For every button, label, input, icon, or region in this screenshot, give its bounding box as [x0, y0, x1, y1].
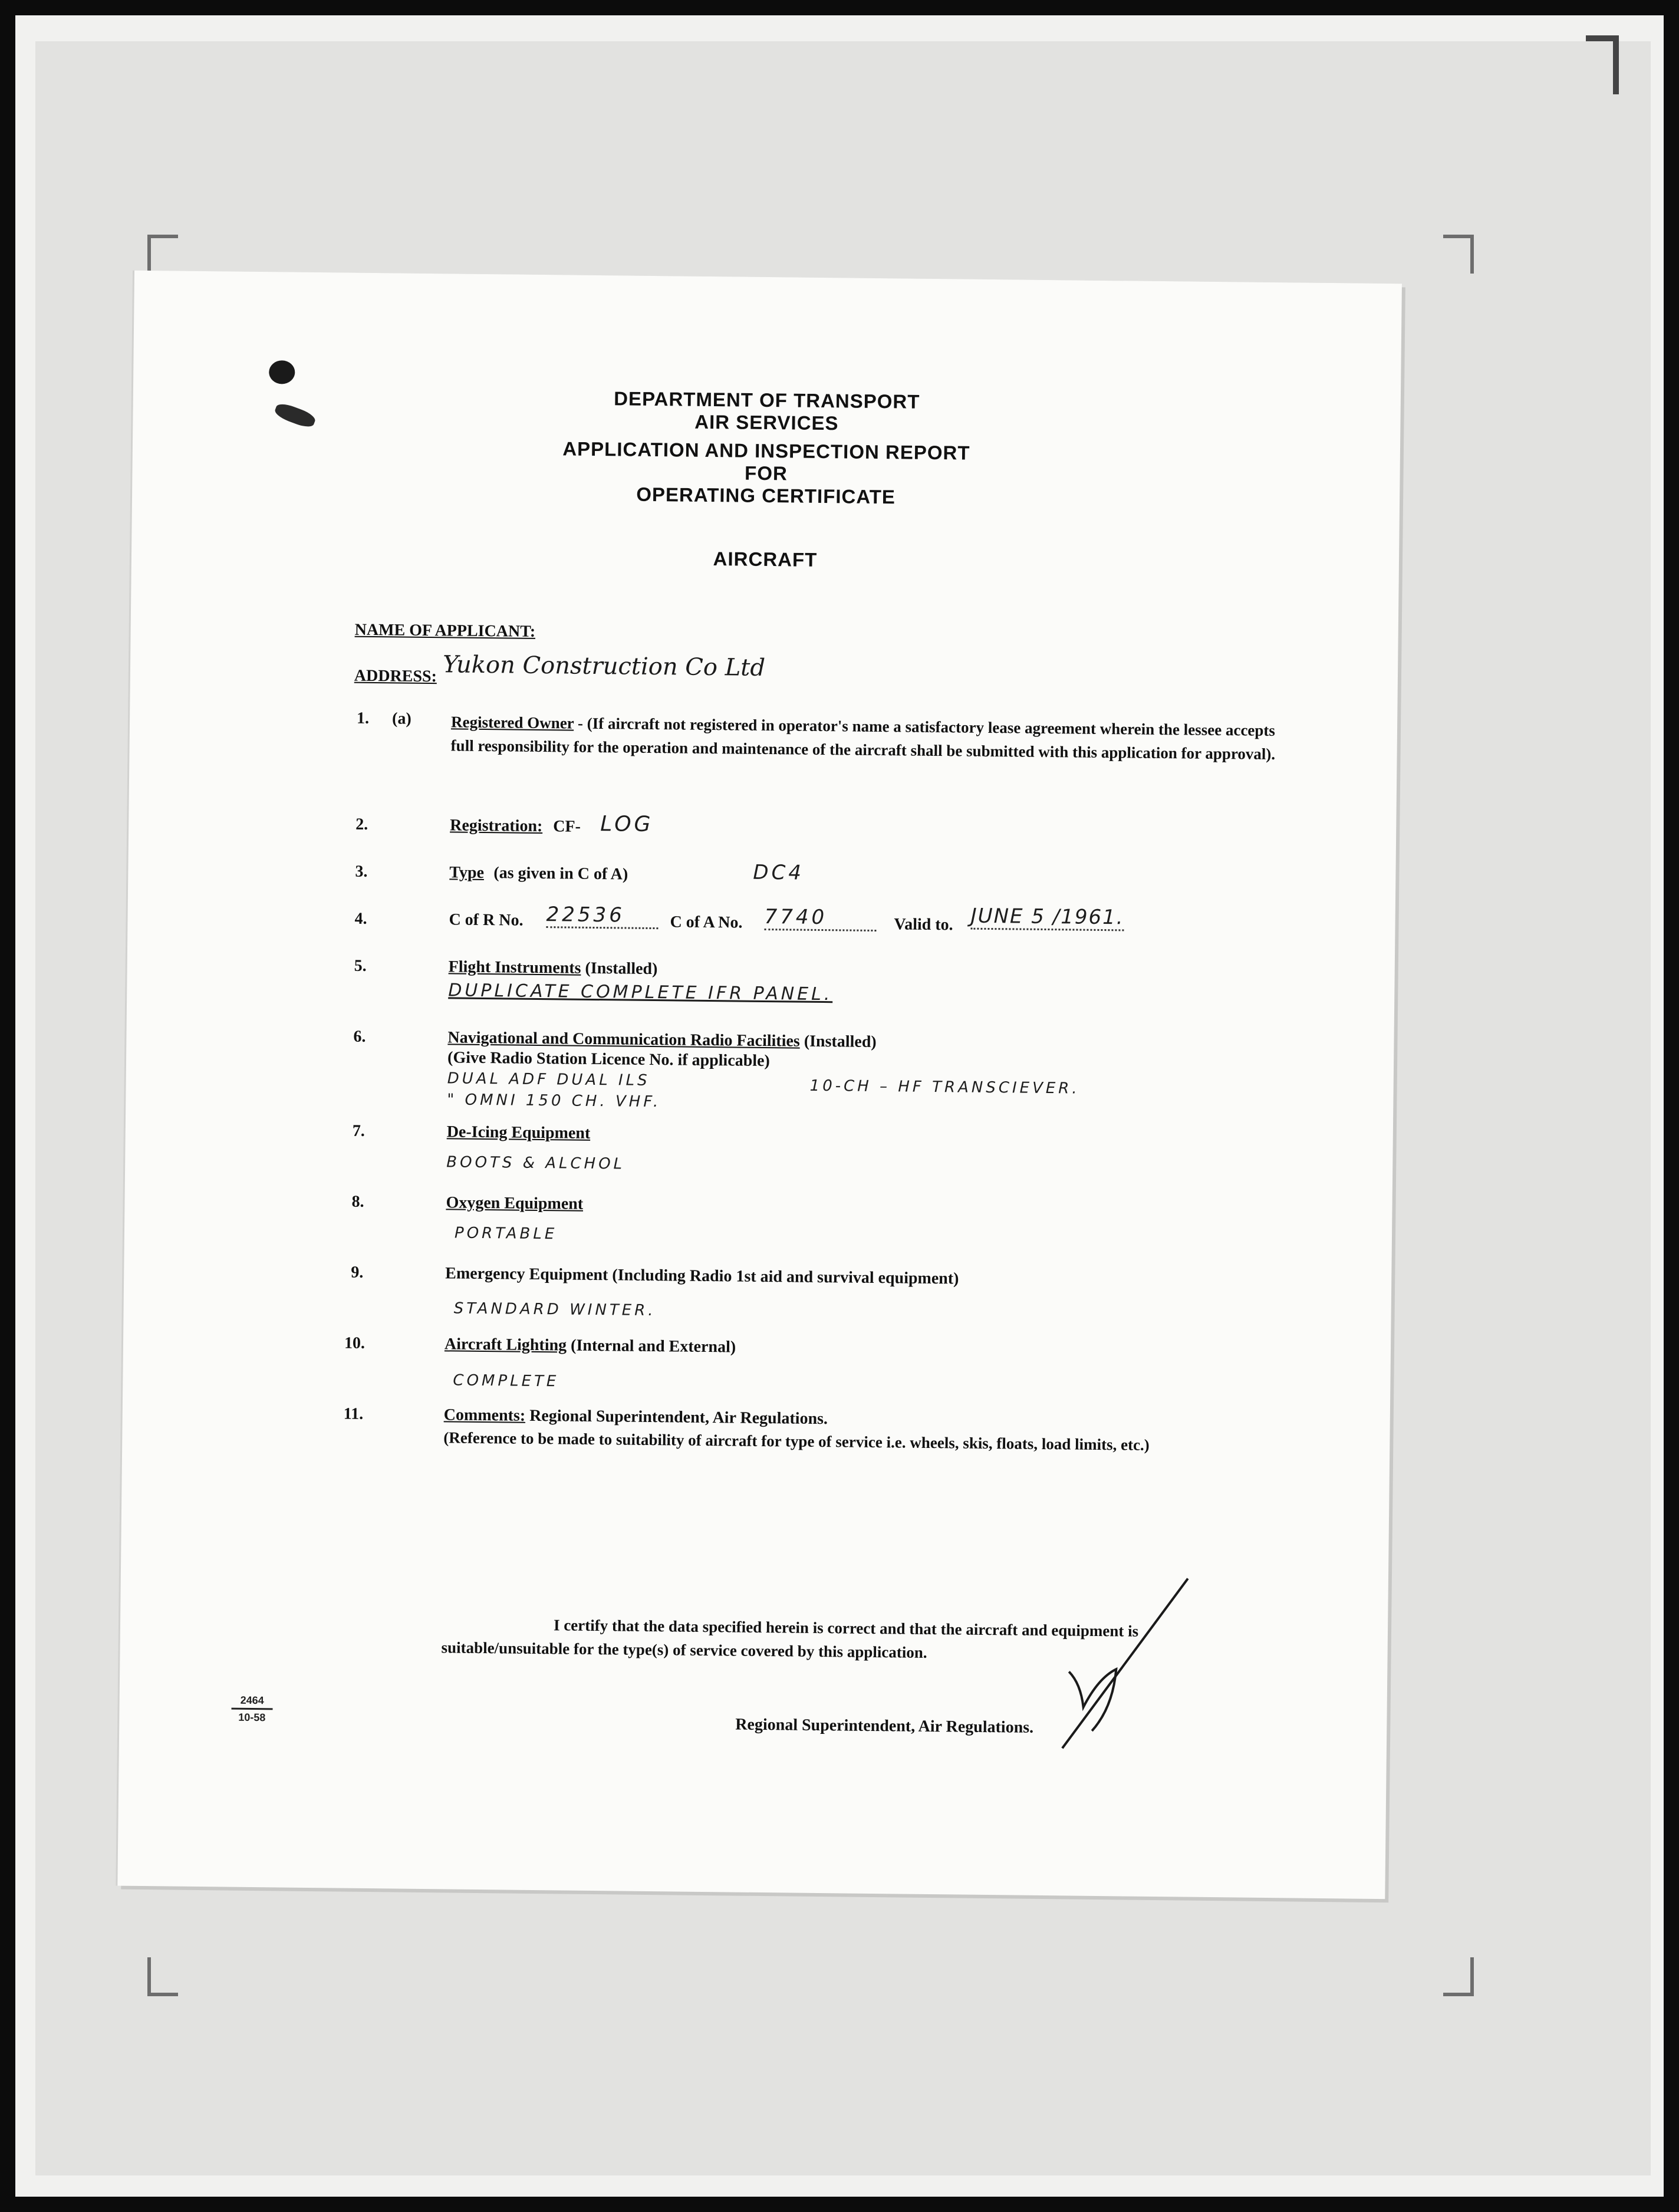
emergency-value: STANDARD WINTER.	[453, 1299, 656, 1320]
crop-mark	[1586, 35, 1619, 94]
registered-owner-text: - (If aircraft not registered in operator's name a satisfactory lease agreement wherein the lessee accepts full responsibility for the operation and maintenance of the aircraft shall be submitted with this application for approval).	[450, 714, 1276, 763]
de-icing-label: De-Icing Equipment	[446, 1123, 591, 1143]
header-line: DEPARTMENT OF TRANSPORT	[614, 387, 920, 413]
cofa-value: 7740	[764, 905, 876, 931]
item-number: 6.	[353, 1027, 366, 1046]
valid-label: Valid to.	[894, 915, 953, 934]
item-number: 2.	[355, 815, 368, 834]
emergency-label: Emergency Equipment	[445, 1264, 608, 1285]
lighting-block	[445, 1335, 736, 1357]
address-label: ADDRESS:	[354, 666, 437, 686]
item-number: 9.	[351, 1263, 364, 1282]
radio-facilities-value2: " OMNI 150 CH. VHF.	[447, 1091, 661, 1111]
registered-owner-block	[450, 710, 1276, 766]
type-note: (as given in C of A)	[493, 864, 628, 884]
header-line: AIR SERVICES	[694, 410, 839, 434]
registration-value: LOG	[600, 812, 654, 837]
registration-label: Registration:	[450, 816, 543, 836]
type-label: Type	[449, 863, 485, 883]
registration-prefix: CF-	[553, 817, 581, 836]
item-number: 8.	[351, 1192, 364, 1211]
radio-facilities-value1b: 10-CH – HF TRANSCIEVER.	[809, 1077, 1080, 1098]
header-title: AIRCRAFT	[713, 548, 818, 571]
flight-instruments-value: DUPLICATE COMPLETE IFR PANEL.	[448, 980, 833, 1005]
punch-hole	[269, 360, 295, 384]
radio-facilities-value1: DUAL ADF DUAL ILS	[447, 1069, 650, 1089]
crop-mark	[147, 1957, 178, 1996]
form-code-line2: 10-58	[238, 1711, 266, 1724]
signature-label: Regional Superintendent, Air Regulations.	[735, 1715, 1034, 1737]
header-line: OPERATING CERTIFICATE	[636, 483, 896, 508]
cofa-label: C of A No.	[670, 913, 743, 932]
name-of-applicant-label: NAME OF APPLICANT:	[354, 620, 536, 641]
header-line: APPLICATION AND INSPECTION REPORT	[562, 437, 970, 464]
lighting-value: COMPLETE	[453, 1371, 559, 1391]
form-code-line1: 2464	[232, 1693, 273, 1710]
emergency-note: (Including Radio 1st aid and survival equipment)	[612, 1266, 959, 1288]
emergency-block	[445, 1264, 959, 1288]
form-code	[231, 1693, 273, 1726]
radio-facilities-note2: (Give Radio Station Licence No. if applicable)	[447, 1048, 771, 1071]
comments-label: Comments:	[443, 1405, 526, 1425]
address-value: Yukon Construction Co Ltd	[442, 651, 766, 682]
radio-facilities-block	[447, 1028, 877, 1052]
flight-instruments-note: (Installed)	[585, 959, 658, 979]
certify-text: I certify that the data specified herein is correct and that the aircraft and equipment is suitable/unsuitable for the type(s) of service covered by this application.	[441, 1616, 1139, 1661]
item-number: 1.	[356, 709, 370, 728]
comments-note2: (Reference to be made to suitability of aircraft for type of service i.e. wheels, skis, floats, load limits, etc.)	[443, 1428, 1150, 1454]
cofr-label: C of R No.	[449, 910, 524, 930]
crop-mark	[1443, 1957, 1474, 1996]
item-sub: (a)	[391, 709, 411, 728]
oxygen-value: PORTABLE	[454, 1224, 558, 1243]
item-number: 10.	[344, 1334, 366, 1352]
header-line: FOR	[744, 462, 788, 485]
crop-mark	[147, 235, 178, 274]
document-page	[117, 271, 1402, 1899]
type-value: DC4	[753, 860, 805, 885]
cofr-value: 22536	[546, 903, 658, 929]
lighting-note: (Internal and External)	[570, 1336, 736, 1357]
radio-facilities-note: (Installed)	[804, 1032, 877, 1051]
oxygen-label: Oxygen Equipment	[446, 1193, 584, 1213]
valid-value: JUNE 5 /1961.	[970, 904, 1124, 931]
item-number: 4.	[354, 909, 367, 928]
radio-facilities-label: Navigational and Communication Radio Facilities	[447, 1028, 800, 1051]
item-number: 5.	[354, 956, 367, 975]
item-number: 11.	[343, 1404, 364, 1423]
item-number: 3.	[355, 862, 368, 881]
flight-instruments-label: Flight Instruments	[448, 957, 581, 977]
flight-instruments-block	[449, 957, 658, 979]
item-number: 7.	[352, 1121, 365, 1140]
registered-owner-label: Registered Owner	[450, 713, 574, 732]
comments-block	[444, 1405, 828, 1428]
crop-mark	[1443, 235, 1474, 274]
signature-icon	[1027, 1565, 1194, 1762]
comments-note: Regional Superintendent, Air Regulations.	[529, 1406, 828, 1428]
de-icing-value: BOOTS & ALCHOL	[446, 1153, 625, 1173]
lighting-label: Aircraft Lighting	[444, 1335, 567, 1355]
